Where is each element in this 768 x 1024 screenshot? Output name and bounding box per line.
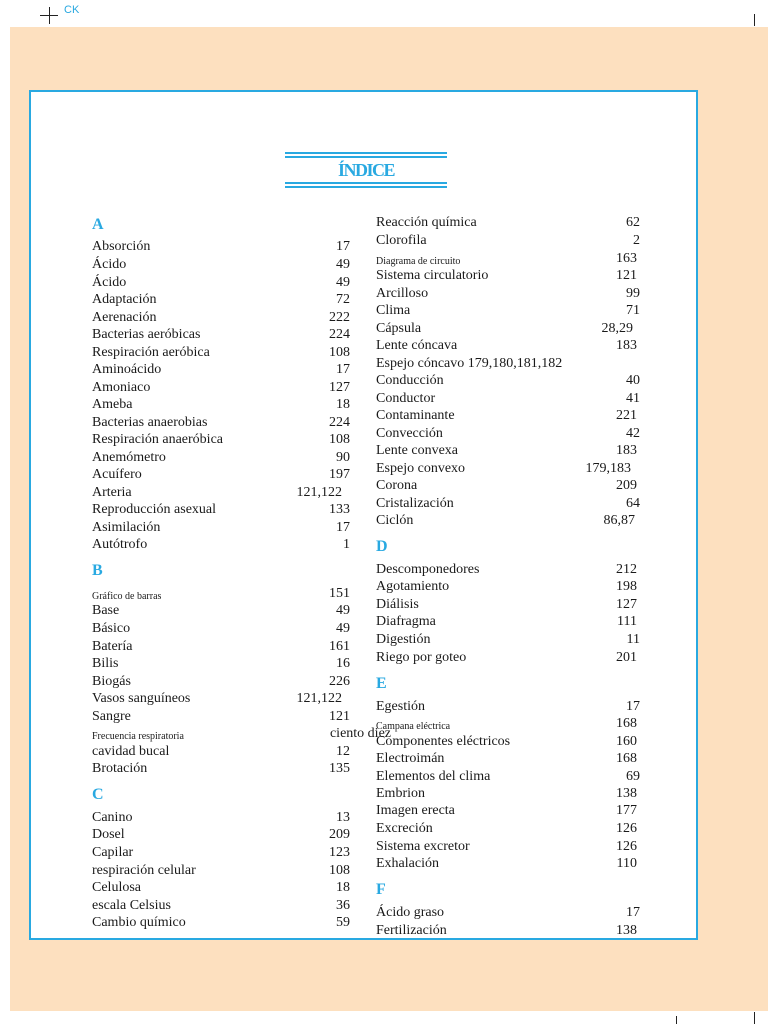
index-term: Asimilación — [92, 520, 161, 535]
index-term: Excreción — [376, 821, 433, 836]
index-page-number: 183 — [616, 338, 637, 353]
index-term: Bacterias anaerobias — [92, 415, 208, 430]
page-title: ÍNDICE — [337, 160, 394, 180]
index-term: Exhalación — [376, 856, 439, 871]
section-letter: C — [92, 786, 104, 803]
title-rule-top-1 — [285, 152, 447, 154]
index-page-number: 127 — [616, 597, 637, 612]
crop-mark-bottom-right — [754, 1012, 755, 1024]
index-page-number: 201 — [616, 650, 637, 665]
index-term: Bacterias aeróbicas — [92, 327, 201, 342]
index-page-number: 49 — [336, 621, 350, 636]
index-page-number: 222 — [329, 310, 350, 325]
index-page-number: 108 — [329, 432, 350, 447]
index-page-number: 12 — [336, 744, 350, 759]
index-page-number: 127 — [329, 380, 350, 395]
index-term: Diálisis — [376, 597, 419, 612]
index-page-number: 123 — [329, 845, 350, 860]
index-page-number: 221 — [616, 408, 637, 423]
index-page-number: 160 — [616, 734, 637, 749]
index-term: Aerenación — [92, 310, 157, 325]
index-page-number: 49 — [336, 257, 350, 272]
index-page-number: 121 — [329, 709, 350, 724]
crop-mark-vertical — [49, 7, 50, 24]
index-term: Autótrofo — [92, 537, 148, 552]
index-term: Ácido — [92, 275, 127, 290]
index-page-number: 138 — [616, 923, 637, 938]
index-page-number: 126 — [616, 839, 637, 854]
index-term: Frecuencia respiratoria — [92, 731, 184, 742]
index-term: Absorción — [92, 239, 151, 254]
index-term: Biogás — [92, 674, 131, 689]
index-page-number: 183 — [616, 443, 637, 458]
index-page-number: 209 — [616, 478, 637, 493]
index-term: Ciclón — [376, 513, 414, 528]
title-rule-top-2 — [285, 156, 447, 158]
section-letter: A — [92, 216, 104, 233]
index-term: Conducción — [376, 373, 444, 388]
index-term: Electroimán — [376, 751, 445, 766]
index-term: Arteria — [92, 485, 132, 500]
index-page-number: 108 — [329, 863, 350, 878]
index-page-number: 59 — [336, 915, 350, 930]
index-term: Diagrama de circuito — [376, 256, 461, 267]
index-page-number: 121,122 — [296, 691, 342, 706]
index-term: cavidad bucal — [92, 744, 170, 759]
index-page-number: 16 — [336, 656, 350, 671]
index-term: Lente convexa — [376, 443, 459, 458]
index-term: Ácido graso — [376, 905, 445, 920]
index-page-number: 17 — [336, 520, 350, 535]
index-term: Elementos del clima — [376, 769, 491, 784]
index-term: Brotación — [92, 761, 148, 776]
index-term: Descomponedores — [376, 562, 480, 577]
index-term: Cristalización — [376, 496, 454, 511]
index-term: Base — [92, 603, 120, 618]
index-page-number: 198 — [616, 579, 637, 594]
index-term: Sistema excretor — [376, 839, 470, 854]
index-page-number: 135 — [329, 761, 350, 776]
index-page-number: 28,29 — [601, 321, 633, 336]
index-term: Egestión — [376, 699, 425, 714]
index-term: Cambio químico — [92, 915, 186, 930]
index-term: Digestión — [376, 632, 431, 647]
index-term: Anemómetro — [92, 450, 166, 465]
index-term: escala Celsius — [92, 898, 171, 913]
index-term: Reacción química — [376, 215, 477, 230]
index-page-number: 40 — [626, 373, 640, 388]
index-page-number: 111 — [617, 614, 637, 629]
index-term: Respiración anaeróbica — [92, 432, 223, 447]
index-page-number: ciento diez — [329, 726, 391, 741]
index-page-number: 197 — [329, 467, 350, 482]
index-term: Bilis — [92, 656, 119, 671]
index-page-number: 41 — [626, 391, 640, 406]
index-page-number: 212 — [616, 562, 637, 577]
index-page-number: 168 — [616, 751, 637, 766]
title-rule-bottom-2 — [285, 186, 447, 188]
index-term: Convección — [376, 426, 443, 441]
title-rule-bottom-1 — [285, 182, 447, 184]
index-page-number: 11 — [626, 632, 640, 647]
index-term: Clorofila — [376, 233, 427, 248]
index-page-number: 49 — [336, 603, 350, 618]
section-letter: D — [376, 538, 388, 555]
index-page-number: 121,122 — [296, 485, 342, 500]
index-term: respiración celular — [92, 863, 196, 878]
index-term: Vasos sanguíneos — [92, 691, 191, 706]
index-term: Gráfico de barras — [92, 591, 162, 602]
index-page-number: 209 — [329, 827, 350, 842]
index-page-number: 151 — [329, 586, 350, 601]
crop-mark-top-right — [754, 14, 755, 26]
index-page-number: 2 — [633, 233, 640, 248]
index-page-number: 64 — [626, 496, 640, 511]
index-page-number: 17 — [336, 239, 350, 254]
index-page-number: 224 — [329, 415, 350, 430]
index-term: Batería — [92, 639, 133, 654]
section-letter: E — [376, 675, 387, 692]
index-page-number: 71 — [626, 303, 640, 318]
index-term: Reproducción asexual — [92, 502, 217, 517]
index-page-number: 18 — [336, 880, 350, 895]
index-term: Acuífero — [92, 467, 142, 482]
index-term: Celulosa — [92, 880, 141, 895]
index-page-number: 177 — [616, 803, 637, 818]
index-page-number: 163 — [616, 251, 637, 266]
index-term: Ácido — [92, 257, 127, 272]
index-page-number: 17 — [626, 905, 640, 920]
color-mark-label: CK — [64, 4, 80, 16]
index-term: Contaminante — [376, 408, 455, 423]
section-letter: F — [376, 881, 386, 898]
index-term: Riego por goteo — [376, 650, 467, 665]
index-page-number: 17 — [336, 362, 350, 377]
index-page-number: 161 — [329, 639, 350, 654]
index-page-number: 86,87 — [603, 513, 635, 528]
index-page-number: 168 — [616, 716, 637, 731]
index-term: Arcilloso — [376, 286, 429, 301]
index-page-number: 133 — [329, 502, 350, 517]
index-term: Agotamiento — [376, 579, 450, 594]
index-term: Embrion — [376, 786, 425, 801]
index-term: Cápsula — [376, 321, 422, 336]
index-term: Básico — [92, 621, 131, 636]
index-page-number: 1 — [343, 537, 350, 552]
index-term: Capilar — [92, 845, 134, 860]
index-page-number: 121 — [616, 268, 637, 283]
index-term: Sistema circulatorio — [376, 268, 489, 283]
index-page-number: 42 — [626, 426, 640, 441]
index-page-number: 110 — [616, 856, 637, 871]
index-term: Aminoácido — [92, 362, 162, 377]
index-term: Adaptación — [92, 292, 157, 307]
index-page-number: 62 — [626, 215, 640, 230]
index-page-number: 13 — [336, 810, 350, 825]
index-term: Imagen erecta — [376, 803, 455, 818]
index-term: Clima — [376, 303, 411, 318]
index-page-number: 49 — [336, 275, 350, 290]
index-page-number: 226 — [329, 674, 350, 689]
index-term: Respiración aeróbica — [92, 345, 210, 360]
index-page-number: 17 — [626, 699, 640, 714]
index-page-number: 224 — [329, 327, 350, 342]
index-term: Lente cóncava — [376, 338, 458, 353]
index-term: Amoniaco — [92, 380, 151, 395]
index-page-number: 69 — [626, 769, 640, 784]
crop-mark-bottom — [676, 1016, 677, 1024]
index-page-number: 99 — [626, 286, 640, 301]
index-term: Conductor — [376, 391, 436, 406]
index-term: Corona — [376, 478, 418, 493]
index-term: Campana eléctrica — [376, 721, 451, 732]
index-term: Dosel — [92, 827, 125, 842]
title-block — [285, 152, 447, 188]
index-page-number: 36 — [336, 898, 350, 913]
index-term: Espejo cóncavo 179,180,181,182 — [376, 356, 563, 371]
index-term: Ameba — [92, 397, 133, 412]
index-term: Sangre — [92, 709, 131, 724]
index-page-number: 108 — [329, 345, 350, 360]
index-page-number: 138 — [616, 786, 637, 801]
index-page-number: 179,183 — [585, 461, 631, 476]
index-page-number: 90 — [336, 450, 350, 465]
index-page-number: 18 — [336, 397, 350, 412]
index-term: Fertilización — [376, 923, 447, 938]
index-term: Canino — [92, 810, 133, 825]
index-term: Espejo convexo — [376, 461, 466, 476]
index-page-number: 126 — [616, 821, 637, 836]
index-page-number: 72 — [336, 292, 350, 307]
index-term: Diafragma — [376, 614, 436, 629]
index-term: Componentes eléctricos — [376, 734, 511, 749]
section-letter: B — [92, 562, 103, 579]
